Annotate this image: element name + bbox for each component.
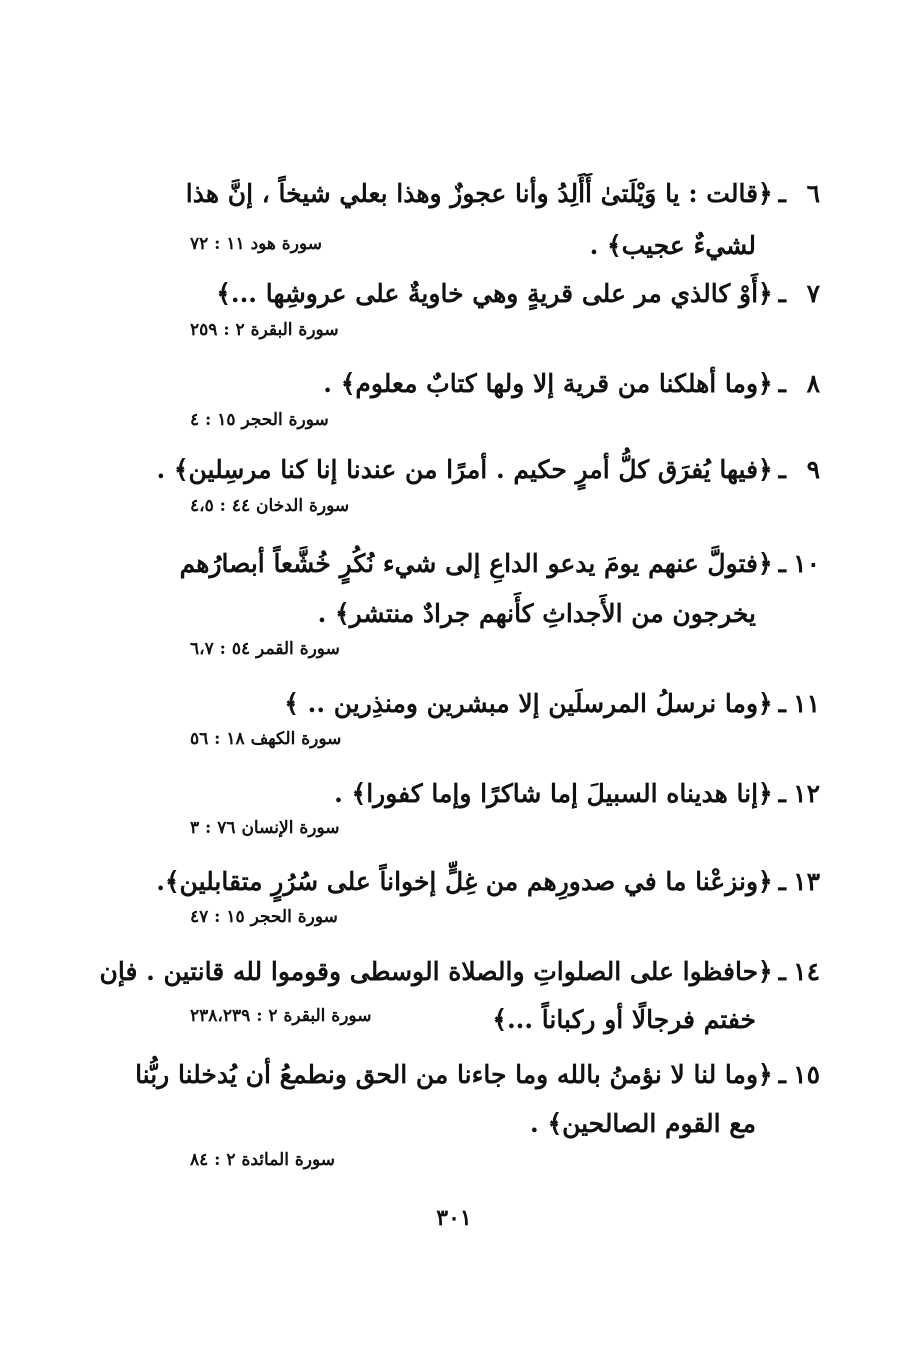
entry-6-reference: سورة هود ١١ : ٧٢ [190,234,322,254]
entry-number: ١٠ [793,549,820,578]
entry-7-reference: سورة البقرة ٢ : ٢٥٩ [190,320,339,340]
entry-14-reference: سورة البقرة ٢ : ٢٣٨،٢٣٩ [190,1006,372,1026]
verse-text: ﴿حافظوا على الصلواتِ والصلاة الوسطى وقوموا لله قانتين . فإن [99,957,773,986]
verse-text: يخرجون من الأَجداثِ كأَنهم جرادٌ منتشر﴾ . [317,599,756,628]
entry-10-line-1 [180,546,820,582]
entry-15-reference: سورة المائدة ٢ : ٨٤ [190,1150,335,1170]
entry-9-reference: سورة الدخان ٤٤ : ٤،٥ [190,496,350,516]
entry-number: ٨ [806,369,820,398]
verse-text: مع القوم الصالحين﴾ . [530,1109,756,1138]
entry-number: ٧ [806,279,820,308]
entry-10-line-2 [318,596,756,632]
verse-text: ﴿إنا هديناه السبيلَ إما شاكرًا وإما كفورا﴾ . [334,779,773,808]
verse-text: ﴿فيها يُفرَق كلُّ أمرٍ حكيم . أمرًا من عندنا إنا كنا مرسِلين﴾ . [156,455,773,484]
verse-text: خفتم فرجالًا أو ركباناً ...﴾ [492,1005,756,1034]
entry-dash: ـ [778,1060,786,1089]
entry-dash: ـ [778,957,786,986]
verse-text: ﴿قالت : يا وَيْلَتىٰ أَأَلِدُ وأنا عجوزٌ وهذا بعلي شيخاً ، إنَّ هذا [185,179,773,208]
entry-12-reference: سورة الإنسان ٧٦ : ٣ [190,818,340,838]
entry-dash: ـ [778,867,786,896]
entry-8-reference: سورة الحجر ١٥ : ٤ [190,410,329,430]
verse-text: ﴿أَوْ كالذي مر على قريةٍ وهي خاويةٌ على عروشِها ...﴾ [216,279,773,308]
verse-text: ﴿ونزعْنا ما في صدورِهم من غِلٍّ إخواناً على سُرُرٍ متقابلين﴾. [156,867,773,896]
entry-7-line-1 [216,276,820,312]
entry-number: ٩ [806,455,820,484]
entry-number: ١٥ [793,1060,820,1089]
entry-dash: ـ [778,549,786,578]
entry-8-line-1 [323,366,820,402]
entry-15-line-1 [135,1057,820,1093]
entry-6-line-1 [186,176,820,212]
entry-10-reference: سورة القمر ٥٤ : ٦،٧ [190,639,340,659]
verse-text: ﴿وما لنا لا نؤمنُ بالله وما جاءنا من الحق ونطمعُ أن يُدخلنا ربُّنا [135,1060,773,1089]
entry-dash: ـ [778,455,786,484]
entry-dash: ـ [778,779,786,808]
entry-dash: ـ [778,179,786,208]
entry-number: ١١ [793,689,820,718]
entry-14-line-1 [99,954,820,990]
verse-text: لشيءٌ عجيب﴾ . [589,231,756,260]
page-number: ٣٠١ [436,1205,472,1231]
verse-text: ﴿وما نرسلُ المرسلَين إلا مبشرين ومنذِرين .. ﴾ [284,689,773,718]
entry-6-line-2 [590,228,756,264]
entry-dash: ـ [778,369,786,398]
entry-14-line-2 [492,1002,756,1038]
verse-text: ﴿وما أهلكنا من قرية إلا ولها كتابٌ معلوم﴾ . [323,369,773,398]
entry-number: ١٣ [793,867,820,896]
entry-number: ١٤ [793,957,820,986]
entry-9-line-1 [156,452,820,488]
verse-text: ﴿فتولَّ عنهم يومَ يدعو الداعِ إلى شيء نُكُرٍ خُشَّعاً أبصارُهم [179,549,773,578]
entry-15-line-2 [530,1106,756,1142]
entry-dash: ـ [778,689,786,718]
entry-11-reference: سورة الكهف ١٨ : ٥٦ [190,729,342,749]
entry-13-line-1 [156,864,820,900]
entry-11-line-1 [284,686,820,722]
entry-12-line-1 [334,776,820,812]
entry-13-reference: سورة الحجر ١٥ : ٤٧ [190,907,338,927]
entry-number: ٦ [806,179,820,208]
entry-dash: ـ [778,279,786,308]
entry-number: ١٢ [793,779,820,808]
